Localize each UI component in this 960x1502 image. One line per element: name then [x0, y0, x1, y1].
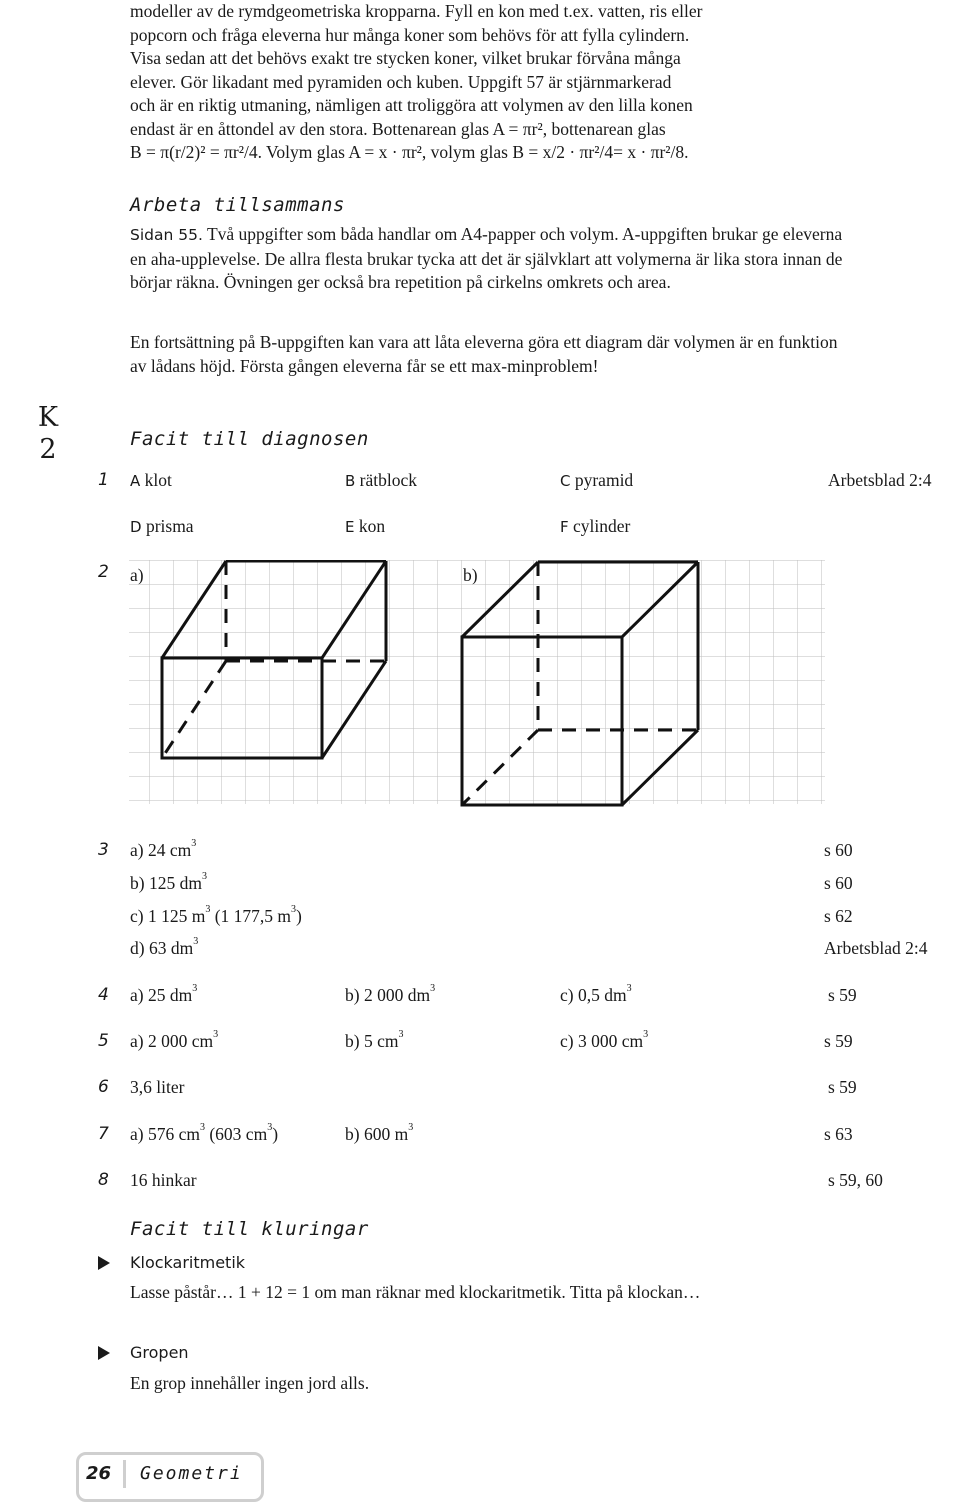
page-reference: s 59	[824, 1031, 853, 1051]
answer-5a: a) 2 000 $cm^3$	[130, 1029, 219, 1051]
page-reference: s 59, 60	[828, 1170, 883, 1190]
answer-4a: a) 25 $dm^3$	[130, 983, 198, 1005]
kluring-title: Gropen	[130, 1343, 189, 1362]
chapter-letter: K	[37, 402, 59, 433]
answer-8: 16 hinkar	[130, 1170, 197, 1190]
question-number: 5	[98, 1031, 109, 1051]
answer-letter: A	[130, 472, 141, 490]
footer-title: Geometri	[140, 1463, 243, 1484]
intro-line: elever. Gör likadant med pyramiden och kuben. Uppgift 57 är stjärnmarkerad	[130, 71, 672, 92]
answer-3c: c) 1 125 $m^3$ (1 177,5 $m^3$)	[130, 904, 302, 926]
question-number: 6	[98, 1077, 109, 1097]
answer-5b: b) 5 $cm^3$	[345, 1029, 404, 1051]
answer-letter: C	[560, 472, 571, 490]
page-reference: Arbetsblad 2:4	[824, 938, 928, 958]
sidan-label: Sidan 55.	[130, 226, 203, 244]
answer-item	[560, 516, 630, 537]
page-reference: Arbetsblad 2:4	[828, 470, 932, 490]
answer-text: prisma	[145, 516, 194, 536]
intro-line: endast är en åttondel av den stora. Bottenarean glas A = πr², bottenarean glas	[130, 118, 666, 139]
chapter-marker	[28, 402, 68, 466]
facit-diagnosen-heading: Facit till diagnosen	[130, 428, 369, 450]
answer-4c: c) 0,5 $dm^3$	[560, 983, 632, 1005]
answer-7b: b) 600 $m^3$	[345, 1122, 414, 1144]
arbeta-heading: Arbeta tillsammans	[130, 194, 345, 216]
page-reference: s 62	[824, 906, 853, 926]
intro-line: popcorn och fråga eleverna hur många koner som behövs för att fylla cylindern.	[130, 24, 690, 45]
kluring-text: En grop innehåller ingen jord alls.	[130, 1373, 370, 1393]
answer-text: cylinder	[573, 516, 631, 536]
answer-item	[345, 516, 385, 537]
answer-7a: a) 576 $cm^3$ (603 $cm^3$)	[130, 1122, 279, 1144]
cube-grid-figure	[125, 560, 865, 810]
answer-text: klot	[144, 470, 172, 490]
grid-background	[129, 560, 825, 804]
answer-5c: c) 3 000 $cm^3$	[560, 1029, 649, 1051]
kluring-title: Klockaritmetik	[130, 1253, 246, 1272]
arrow-bullet-icon	[98, 1346, 110, 1360]
chapter-number: 2	[39, 434, 57, 465]
answer-letter: F	[560, 518, 569, 536]
page-reference: s 59	[828, 1077, 857, 1097]
answer-3b: b) 125 $dm^3$	[130, 871, 207, 893]
arbeta-text-1: Två uppgifter som båda handlar om A4-papper och volym. A-uppgiften brukar ge eleverna en aha-upplevelse. De allra flesta brukar tycka att det är självklart att volymerna är lika stora innan de börjar räkna. Övningen ger också bra repetition på cirkelns omkrets och area.	[130, 224, 843, 292]
answer-item	[345, 470, 417, 491]
answer-4b: b) 2 000 $dm^3$	[345, 983, 436, 1005]
intro-line: Visa sedan att det behövs exakt tre stycken koner, vilket brukar förvåna många	[130, 48, 681, 68]
kluring-text: Lasse påstår… 1 + 12 = 1 om man räknar med klockaritmetik. Titta på klockan…	[130, 1282, 701, 1302]
answer-letter: E	[345, 518, 355, 536]
arbeta-paragraph-1	[130, 223, 850, 295]
answer-3d: d) 63 $dm^3$	[130, 936, 199, 958]
question-number: 8	[98, 1170, 109, 1190]
intro-paragraph	[130, 0, 850, 165]
intro-line: och är en riktig utmaning, nämligen att troliggöra att volymen av den lilla konen	[130, 95, 693, 115]
page-reference: s 59	[828, 985, 857, 1005]
answer-text: pyramid	[574, 470, 634, 490]
intro-line: modeller av de rymdgeometriska kropparna. Fyll en kon med t.ex. vatten, ris eller	[130, 1, 703, 21]
question-number: 3	[98, 840, 109, 860]
question-number: 7	[98, 1124, 109, 1144]
question-number: 1	[98, 470, 109, 490]
answer-letter: D	[130, 518, 142, 536]
answer-3a: a) 24 $cm^3$	[130, 838, 197, 860]
page-reference: s 63	[824, 1124, 853, 1144]
page-reference: s 60	[824, 873, 853, 893]
answer-item	[130, 516, 194, 537]
answer-item	[560, 470, 633, 491]
arrow-bullet-icon	[98, 1256, 110, 1270]
question-number: 2	[98, 562, 109, 582]
question-number: 4	[98, 985, 109, 1005]
answer-letter: B	[345, 472, 356, 490]
facit-kluringar-heading: Facit till kluringar	[130, 1218, 369, 1240]
answer-6: 3,6 liter	[130, 1077, 185, 1097]
arbeta-paragraph-2: En fortsättning på B-uppgiften kan vara att låta eleverna göra ett diagram där volymen är en funktion av lådans höjd. Första gången eleverna får se ett max-minproblem!	[130, 332, 838, 376]
answer-text: kon	[358, 516, 386, 536]
page-reference: s 60	[824, 840, 853, 860]
answer-text: rätblock	[359, 470, 418, 490]
intro-line: B = π(r/2)² = πr²/4. Volym glas A = x · πr², volym glas B = x/2 · πr²/4= x · πr²/8.	[130, 142, 689, 162]
page-number: 26	[86, 1460, 126, 1488]
answer-item	[130, 470, 172, 491]
